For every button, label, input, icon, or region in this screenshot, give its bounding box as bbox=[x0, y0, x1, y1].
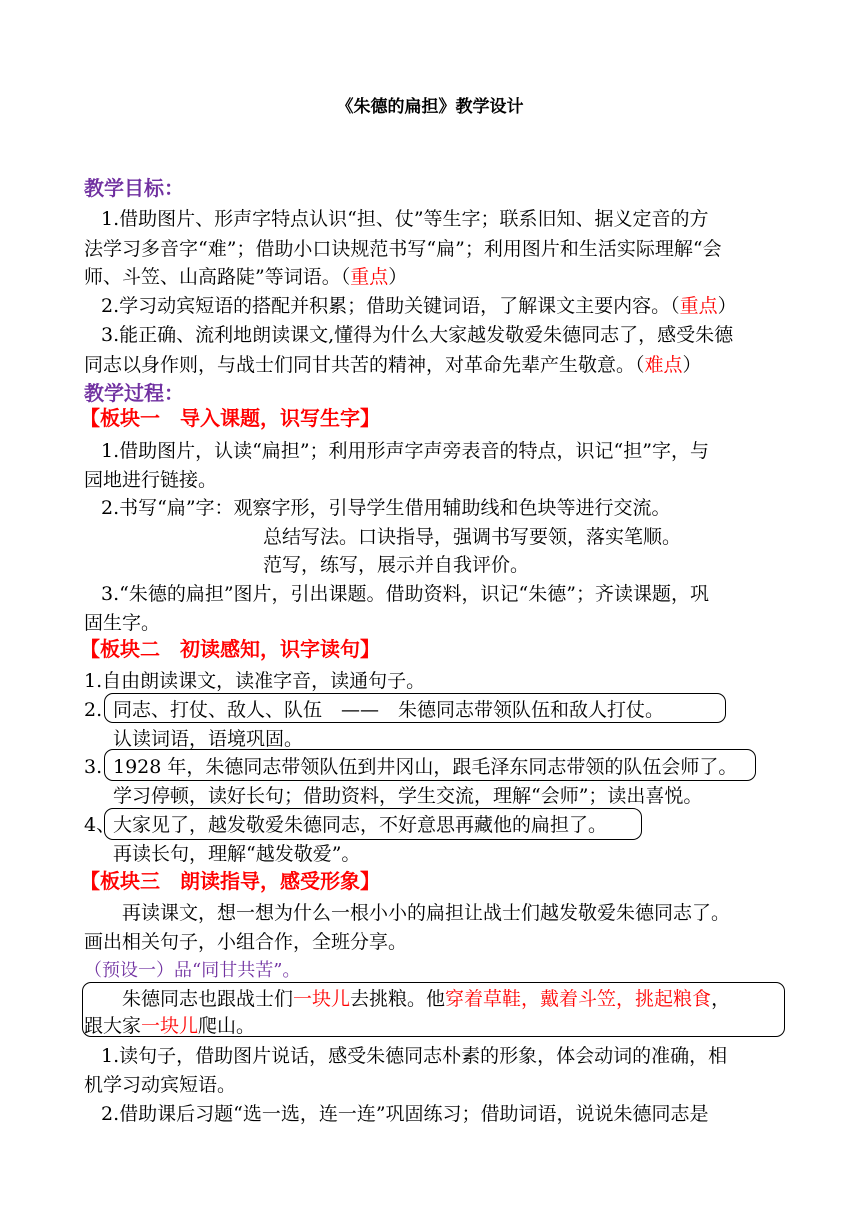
block-1-heading: 【板块一 导入课题，识写生字】 bbox=[80, 406, 380, 430]
goal-1-line-3 bbox=[84, 264, 407, 290]
block-2-step-3-number: 3. bbox=[84, 756, 103, 778]
block-2-step-2-note: 认读词语，语境巩固。 bbox=[113, 728, 304, 750]
block-1-item-3-line-2: 固生字。 bbox=[84, 612, 161, 634]
quote-text: 去挑粮。他 bbox=[350, 988, 446, 1010]
quote-highlight: 穿着草鞋，戴着斗笠，挑起粮食 bbox=[445, 988, 712, 1010]
block-3-intro-line-1: 再读课文，想一想为什么一根小小的扁担让战士们越发敬爱朱德同志了。 bbox=[122, 902, 731, 924]
goal-3-end: ） bbox=[682, 354, 702, 376]
goal-1-text: 师、斗笠、山高路陡”等词语。（ bbox=[84, 266, 351, 288]
block-1-item-1-line-2: 园地进行链接。 bbox=[84, 469, 218, 491]
difficult-point-label: 难点 bbox=[644, 354, 683, 376]
process-heading: 教学过程： bbox=[84, 381, 184, 405]
quote-highlight: 一块儿 bbox=[293, 988, 351, 1010]
goal-2 bbox=[101, 293, 737, 319]
quote-text: 朱德同志也跟战士们 bbox=[122, 988, 294, 1010]
goals-heading: 教学目标： bbox=[84, 176, 184, 200]
block-2-step-3-sentence: 1928 年，朱德同志带领队伍到井冈山，跟毛泽东同志带领的队伍会师了。 bbox=[113, 756, 738, 778]
quote-text: 爬山。 bbox=[198, 1015, 256, 1037]
quote-line-2 bbox=[84, 1013, 255, 1039]
block-1-item-2-line-1: 2.书写“扁”字：观察字形，引导学生借用辅助线和色块等进行交流。 bbox=[101, 497, 671, 519]
quote-highlight: 一块儿 bbox=[141, 1015, 199, 1037]
key-point-label: 重点 bbox=[679, 295, 718, 317]
goal-3-text: 同志以身作则，与战士们同甘共苦的精神，对革命先辈产生敬意。（ bbox=[84, 354, 645, 376]
quote-text: ， bbox=[711, 988, 731, 1010]
key-point-label: 重点 bbox=[350, 266, 389, 288]
block-2-step-4-note: 再读长句，理解“越发敬爱”。 bbox=[113, 843, 361, 865]
quote-text: 跟大家 bbox=[84, 1015, 142, 1037]
block-3-item-1-line-2: 机学习动宾短语。 bbox=[84, 1074, 237, 1096]
block-1-item-2-line-3: 范写，练写，展示并自我评价。 bbox=[263, 554, 530, 576]
block-2-heading: 【板块二 初读感知，识字读句】 bbox=[80, 637, 380, 661]
preset-1-heading: （预设一）品“同甘共苦”。 bbox=[84, 960, 301, 981]
block-1-item-3-line-1: 3.“朱德的扁担”图片，引出课题。借助资料，识记“朱德”；齐读课题，巩 bbox=[101, 583, 709, 605]
block-2-step-3-note: 学习停顿，读好长句；借助资料，学生交流，理解“会师”；读出喜悦。 bbox=[113, 785, 703, 807]
block-2-step-2-sentence: 同志、打仗、敌人、队伍 —— 朱德同志带领队伍和敌人打仗。 bbox=[113, 699, 665, 721]
goal-1-line-1: 1.借助图片、形声字特点认识“担、仗”等生字；联系旧知、据义定音的方 bbox=[101, 208, 709, 230]
block-1-item-2-line-2: 总结写法。口诀指导，强调书写要领，落实笔顺。 bbox=[263, 526, 682, 548]
goal-1-line-2: 法学习多音字“难”；借助小口诀规范书写“扁”；利用图片和生活实际理解“会 bbox=[84, 238, 722, 260]
goal-1-end: ） bbox=[388, 266, 408, 288]
block-2-step-4-sentence: 大家见了，越发敬爱朱德同志，不好意思再藏他的扁担了。 bbox=[113, 814, 608, 836]
block-2-step-2-number: 2. bbox=[84, 699, 103, 721]
goal-2-end: ） bbox=[717, 295, 737, 317]
document-title: 《朱德的扁担》教学设计 bbox=[336, 97, 524, 117]
block-3-item-1-line-1: 1.读句子，借助图片说话，感受朱德同志朴素的形象，体会动词的准确，相 bbox=[101, 1045, 728, 1067]
block-2-step-4-number: 4、 bbox=[84, 814, 116, 836]
block-1-item-1-line-1: 1.借助图片，认读“扁担”；利用形声字声旁表音的特点，识记“担”字，与 bbox=[101, 440, 709, 462]
block-3-intro-line-2: 画出相关句子，小组合作，全班分享。 bbox=[84, 931, 408, 953]
block-2-step-1: 1.自由朗读课文，读准字音，读通句子。 bbox=[84, 670, 426, 692]
block-3-item-2-line-1: 2.借助课后习题“选一选，连一连”巩固练习；借助词语，说说朱德同志是 bbox=[101, 1103, 709, 1125]
block-3-heading: 【板块三 朗读指导，感受形象】 bbox=[80, 869, 380, 893]
goal-3-line-2 bbox=[84, 352, 702, 378]
quote-line-1 bbox=[122, 986, 730, 1012]
goal-2-text: 2.学习动宾短语的搭配并积累；借助关键词语，了解课文主要内容。（ bbox=[101, 295, 680, 317]
goal-3-line-1: 3.能正确、流利地朗读课文,懂得为什么大家越发敬爱朱德同志了，感受朱德 bbox=[101, 324, 734, 346]
